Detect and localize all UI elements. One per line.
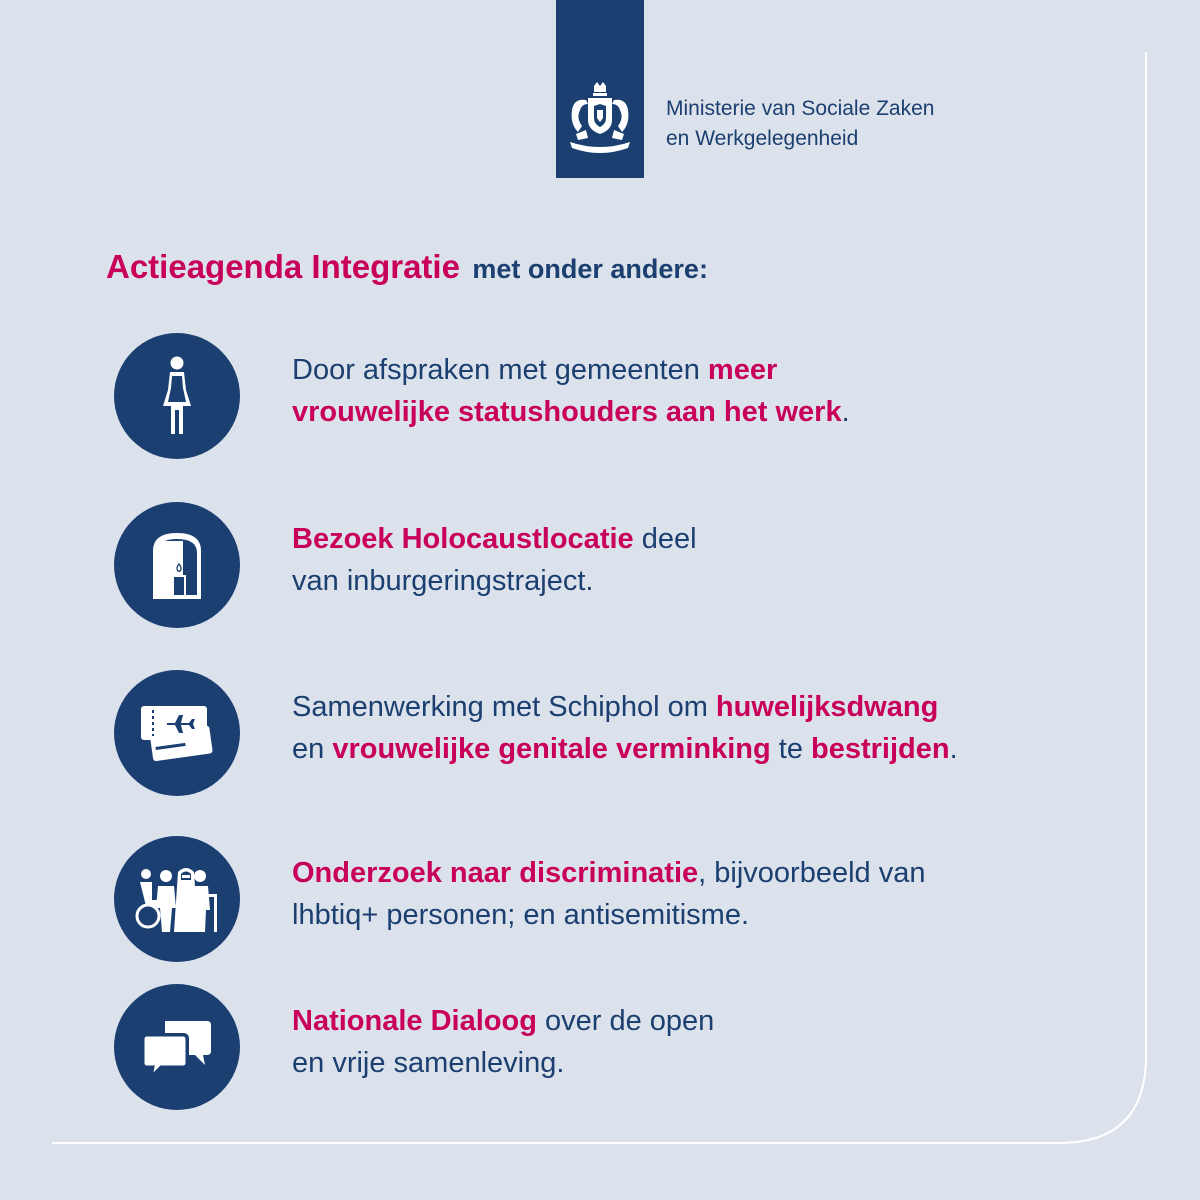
text-regular: Samenwerking met Schiphol om	[292, 691, 716, 723]
icon-circle	[114, 502, 240, 628]
text-regular: , bijvoorbeeld van	[698, 857, 926, 889]
text-regular: over de open	[536, 1005, 715, 1037]
logo-bar	[556, 0, 644, 178]
list-item	[114, 670, 1114, 798]
text-highlight: vrouwelijke statushouders aan het werk	[292, 396, 842, 428]
headline-subtitle: met onder andere:	[472, 254, 708, 284]
text-highlight: meer	[707, 354, 778, 386]
text-line	[292, 1000, 714, 1042]
list-item	[114, 836, 1114, 964]
text-line	[292, 686, 958, 728]
text-line	[292, 560, 697, 602]
text-regular: en	[292, 733, 333, 765]
ministry-name	[666, 94, 934, 154]
text-line	[292, 852, 925, 894]
text-highlight: vrouwelijke genitale verminking	[332, 733, 771, 765]
speech-bubbles-icon	[141, 1015, 213, 1079]
icon-circle	[114, 984, 240, 1110]
item-text	[292, 1000, 714, 1084]
text-regular: van inburgeringstraject.	[292, 565, 594, 597]
text-regular: te	[770, 733, 812, 765]
text-regular: deel	[633, 523, 697, 555]
icon-circle	[114, 836, 240, 962]
text-line	[292, 391, 850, 433]
diverse-people-icon	[134, 864, 220, 934]
ministry-line-2: en Werkgelegenheid	[666, 127, 859, 150]
text-highlight: huwelijksdwang	[715, 691, 939, 723]
text-line	[292, 349, 850, 391]
coat-of-arms-logo	[564, 80, 636, 158]
text-regular: .	[949, 733, 958, 765]
item-text	[292, 518, 697, 602]
text-regular: lhbtiq+ personen; en antisemitisme.	[292, 899, 750, 931]
text-highlight: bestrijden	[811, 733, 950, 765]
headline-title: Actieagenda Integratie	[106, 248, 460, 285]
icon-circle	[114, 670, 240, 796]
boarding-pass-icon	[137, 702, 217, 764]
item-text	[292, 686, 958, 770]
text-regular: Door afspraken met gemeenten	[292, 354, 708, 386]
icon-circle	[114, 333, 240, 459]
list-item	[114, 502, 1114, 630]
item-text	[292, 852, 925, 936]
text-highlight: Onderzoek naar discriminatie	[292, 857, 699, 889]
text-regular: en vrije samenleving.	[292, 1047, 565, 1079]
text-highlight: Bezoek Holocaustlocatie	[292, 523, 634, 555]
text-highlight: Nationale Dialoog	[292, 1005, 537, 1037]
text-line	[292, 1042, 714, 1084]
text-regular: .	[841, 396, 850, 428]
page-title	[106, 248, 708, 286]
list-item	[114, 333, 1114, 461]
memorial-candle-icon	[147, 529, 207, 601]
item-text	[292, 349, 850, 433]
list-item	[114, 984, 1114, 1112]
ministry-line-1: Ministerie van Sociale Zaken	[666, 97, 935, 120]
text-line	[292, 518, 697, 560]
text-line	[292, 894, 925, 936]
text-line	[292, 728, 958, 770]
woman-icon	[157, 356, 197, 436]
